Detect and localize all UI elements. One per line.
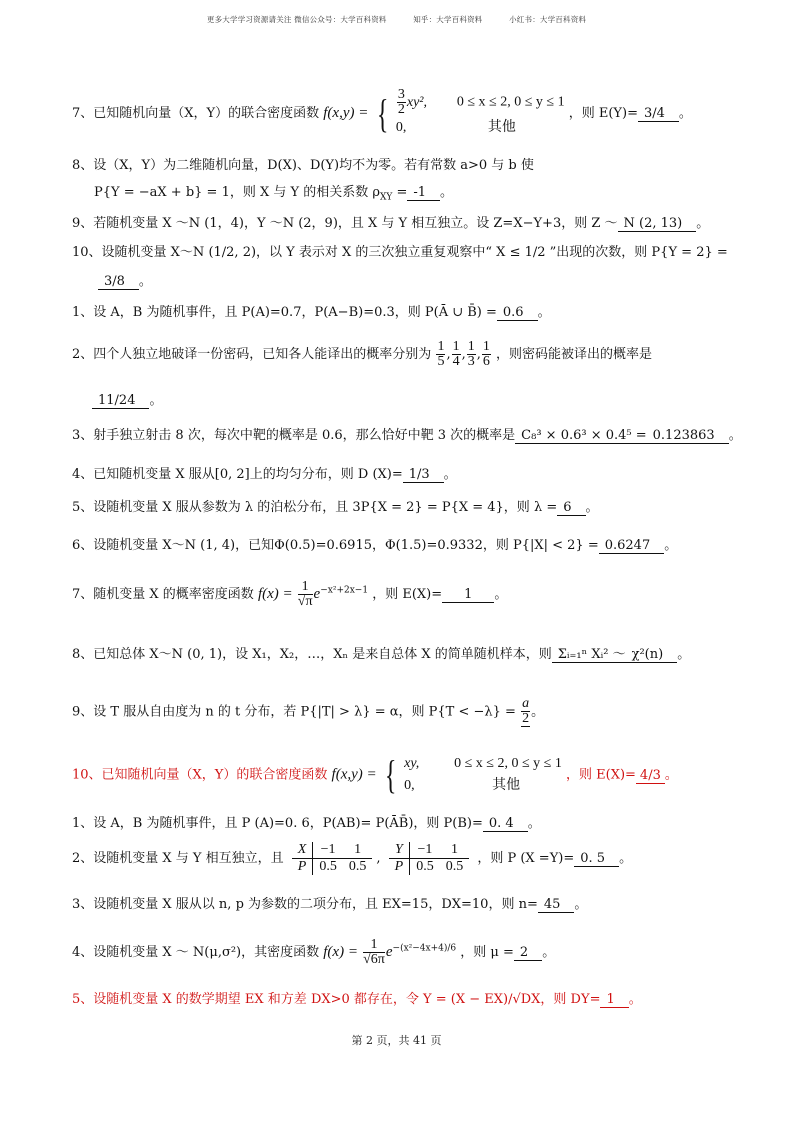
question-text: ，则 μ =: [460, 945, 514, 960]
question-text: 设随机变量 X～N (1, 4)，已知Φ(0.5)=0.6915，Φ(1.5)=0.9332，则 P{|X| < 2} =: [93, 538, 599, 553]
question-1b: [72, 304, 733, 322]
formula: f(x,y) =: [331, 766, 377, 783]
question-2c: 2、设随机变量 X 与 Y 相互独立，且 X −1 1 P 0.5 0.5, Y −1 1 P 0.5 0.5 ，则 P (X =Y)= 0. 5 。: [72, 842, 633, 874]
question-text: 设随机变量 X ～ N(μ,σ²)，其密度函数: [93, 945, 320, 960]
answer: 0.6: [497, 305, 538, 321]
table-cell: 0.5: [445, 859, 464, 874]
header-zhihu: 知乎：大学百科资料: [413, 15, 483, 24]
question-number: 1、: [72, 816, 94, 831]
table-cell: P: [389, 859, 410, 876]
exp-base: e: [313, 586, 321, 602]
fraction: $\frac{1}{3}$: [467, 339, 475, 369]
exponent: −x²+2x−1: [320, 585, 369, 596]
question-text: 四个人独立地破译一份密码，已知各人能译出的概率分别为: [93, 347, 432, 362]
frac-num: 1: [363, 938, 385, 953]
answer-fraction: [521, 697, 530, 727]
exponent: −(x²−4x+4)/6: [392, 943, 457, 954]
question-3b: [72, 427, 742, 445]
punct: 。: [664, 538, 678, 553]
frac-num: 1: [298, 580, 313, 595]
punct: 。: [696, 216, 710, 231]
punct: 。: [678, 106, 692, 121]
answer: 1: [600, 992, 628, 1008]
question-3c: [72, 896, 733, 914]
question-2b: 2、四个人独立地破译一份密码，已知各人能译出的概率分别为 $\frac{1}{5}$ , $\frac{1}{4}$ , $\frac{1}{3}$ , $\frac{1}{6}$ ，则密码能被译出的概率是: [72, 339, 653, 369]
question-text: ，则密码能被译出的概率是: [496, 347, 653, 362]
answer: 11/24: [92, 393, 149, 409]
question-7b: [72, 580, 733, 609]
answer: 0.123863: [647, 428, 729, 444]
answer: 1: [442, 587, 494, 603]
punct: 。: [494, 587, 508, 602]
table-cell: 0.5: [319, 859, 337, 874]
case-cond: 0 ≤ x ≤ 2, 0 ≤ y ≤ 1: [456, 94, 565, 110]
page-header: [0, 14, 793, 25]
case-cond: 其他: [492, 778, 521, 793]
answer-expression: Σᵢ₌₁ⁿ Xᵢ² ～: [552, 647, 626, 663]
question-text: 设（X，Y）为二维随机向量，D(X)、D(Y)均不为零。若有常数 a>0 与 b 使: [93, 158, 534, 173]
question-number: 5、: [72, 992, 94, 1007]
question-5b: [72, 499, 733, 517]
question-2b-answer: [92, 392, 733, 410]
subscript: XY: [379, 192, 393, 203]
question-number: 2、: [72, 851, 94, 866]
punct: 。: [531, 704, 545, 720]
question-text: 设随机变量 X 的数学期望 EX 和方差 DX>0 都存在，令 Y = (X − EX)/√DX，则 DY=: [93, 992, 601, 1007]
question-number: 7、: [72, 106, 94, 121]
question-text: 设 A，B 为随机事件，且 P (A)=0. 6，P(AB)= P(ĀB̄)，则 P(B)=: [93, 816, 483, 831]
frac-num: 3: [397, 87, 405, 102]
exp-base: e: [385, 944, 393, 960]
question-text: 设 T 服从自由度为 n 的 t 分布，若 P{|T| > λ} = α，则 P{T < −λ} =: [93, 704, 516, 720]
fraction: $\frac{1}{5}$: [437, 339, 445, 369]
case-expr: xy,: [404, 756, 420, 771]
punct: 。: [440, 185, 454, 200]
distribution-table-y: [389, 842, 470, 875]
answer: 6: [557, 500, 585, 516]
table-cell: 0.5: [348, 859, 367, 874]
punct: 。: [574, 897, 588, 912]
question-8b: [72, 646, 733, 664]
question-number: 7、: [72, 587, 94, 602]
question-10a-answer: [98, 273, 733, 291]
question-number: 4、: [72, 467, 94, 482]
piecewise: [396, 88, 565, 139]
punct: 。: [149, 393, 163, 408]
punct: 。: [619, 851, 633, 866]
brace: {: [384, 752, 397, 797]
question-text: 随机变量 X 的概率密度函数: [93, 587, 254, 602]
punct: 。: [542, 945, 556, 960]
distribution-table-x: [292, 842, 373, 875]
punct: 。: [585, 500, 599, 515]
question-text: 设 A，B 为随机事件，且 P(A)=0.7，P(A−B)=0.3，则 P(Ā ∪ B̄) =: [93, 305, 497, 320]
question-number: 10、: [72, 767, 102, 783]
piecewise: [404, 753, 562, 797]
answer: 3/8: [98, 274, 139, 290]
question-6b: [72, 537, 733, 555]
brace: {: [376, 90, 388, 136]
answer: 2: [514, 945, 542, 961]
question-1c: [72, 815, 733, 833]
question-number: 1、: [72, 305, 94, 320]
case-expr: 0,: [404, 778, 415, 793]
header-wechat: 更多大学学习资源请关注 微信公众号：大学百科资料: [206, 15, 387, 24]
fraction: [363, 938, 385, 967]
case-expr: 0,: [395, 120, 407, 135]
question-number: 6、: [72, 538, 94, 553]
question-number: 3、: [72, 428, 94, 443]
answer: N (2, 13): [618, 216, 697, 232]
question-number: 4、: [72, 945, 94, 960]
table-cell: 0.5: [416, 859, 434, 874]
question-text: 设随机变量 X 与 Y 相互独立，且: [93, 851, 284, 866]
question-text: 设随机变量 X 服从参数为 λ 的泊松分布，且 3P{X = 2} = P{X = 4}，则 λ =: [93, 500, 558, 515]
question-4c: [72, 938, 733, 967]
answer-expression: C₈³ × 0.6³ × 0.4⁵ =: [515, 428, 646, 444]
table-cell: P: [292, 859, 313, 876]
punct: 。: [677, 647, 691, 662]
question-text: P{Y = −aX + b} = 1，则 X 与 Y 的相关系数 ρ: [94, 185, 380, 200]
case-expr: xy²,: [406, 94, 427, 110]
question-5c: [72, 991, 733, 1009]
question-4b: [72, 466, 733, 484]
question-text: 射手独立射击 8 次，每次中靶的概率是 0.6，那么恰好中靶 3 次的概率是: [93, 428, 516, 443]
question-text: 设随机变量 X 服从以 n, p 为参数的二项分布，且 EX=15，DX=10，则 n=: [93, 897, 538, 912]
answer: 4/3: [636, 768, 665, 784]
answer: 0. 4: [483, 816, 528, 832]
punct: 。: [537, 305, 551, 320]
table-cell: 1: [343, 842, 373, 859]
question-8a-line2: [94, 184, 733, 207]
formula: f(x) =: [257, 586, 293, 602]
answer: 45: [538, 897, 575, 913]
frac-num: a: [522, 696, 530, 711]
table-cell: −1: [313, 842, 343, 859]
punct: 。: [628, 992, 642, 1007]
frac-den: √π: [297, 594, 313, 609]
header-xiaohongshu: 小红书：大学百科资料: [509, 15, 587, 24]
question-text: ，则 E(Y)=: [568, 106, 638, 121]
question-number: 2、: [72, 347, 94, 362]
table-cell: −1: [410, 842, 440, 859]
answer: χ²(n): [626, 647, 678, 663]
question-number: 3、: [72, 897, 94, 912]
question-text: 已知随机向量（X，Y）的联合密度函数: [101, 767, 328, 783]
fraction: $\frac{1}{6}$: [482, 339, 490, 369]
answer: 1/3: [403, 467, 444, 483]
question-text: 若随机变量 X ～N (1，4)，Y ～N (2，9)，且 X 与 Y 相互独立。设 Z=X−Y+3，则 Z ～: [93, 216, 618, 231]
frac-den: 2: [522, 711, 530, 726]
punct: 。: [443, 467, 457, 482]
punct: 。: [728, 428, 742, 443]
table-cell: 1: [440, 842, 470, 859]
question-10a: [72, 244, 733, 262]
punct: 。: [527, 816, 541, 831]
answer: 0.6247: [599, 538, 665, 554]
question-number: 9、: [72, 704, 94, 720]
question-text: 已知随机变量 X 服从[0, 2]上的均匀分布，则 D (X)=: [93, 467, 403, 482]
punct: 。: [664, 767, 678, 783]
question-8a: [72, 157, 733, 175]
fraction: $\frac{1}{4}$: [452, 339, 460, 369]
question-9b: [72, 697, 733, 727]
question-text: 已知随机向量（X，Y）的联合密度函数: [93, 106, 320, 121]
question-text: ，则 P (X =Y)=: [477, 851, 575, 866]
page-number: 第 2 页，共 41 页: [351, 1034, 442, 1047]
question-number: 5、: [72, 500, 94, 515]
formula: f(x,y) =: [323, 105, 369, 121]
question-number: 9、: [72, 216, 94, 231]
case-cond: 其他: [487, 120, 516, 135]
question-number: 10、: [72, 245, 102, 260]
question-10b: [72, 753, 733, 797]
answer: -1: [407, 185, 440, 201]
question-number: 8、: [72, 158, 94, 173]
question-text: ，则 E(X)=: [566, 767, 636, 783]
question-9a: [72, 215, 733, 233]
question-text: ，则 E(X)=: [372, 587, 443, 602]
question-number: 8、: [72, 647, 94, 662]
formula: f(x) =: [323, 944, 358, 960]
punct: 。: [138, 274, 152, 289]
frac-den: 2: [397, 102, 405, 117]
question-text: 设随机变量 X～N (1/2, 2)，以 Y 表示对 X 的三次独立重复观察中“ X ≤ 1/2 ”出现的次数，则 P{Y = 2} =: [101, 245, 728, 260]
answer: 3/4: [638, 106, 679, 122]
table-cell: X: [292, 842, 313, 859]
table-cell: Y: [389, 842, 410, 859]
answer: 0. 5: [574, 851, 619, 867]
question-text: 已知总体 X～N (0, 1)，设 X₁，X₂，…，Xₙ 是来自总体 X 的简单随机样本，则: [93, 647, 552, 662]
fraction: [298, 580, 313, 609]
frac-den: √6π: [363, 952, 385, 967]
question-text: =: [392, 185, 408, 200]
question-7a: [72, 88, 733, 139]
case-cond: 0 ≤ x ≤ 2, 0 ≤ y ≤ 1: [454, 756, 562, 771]
